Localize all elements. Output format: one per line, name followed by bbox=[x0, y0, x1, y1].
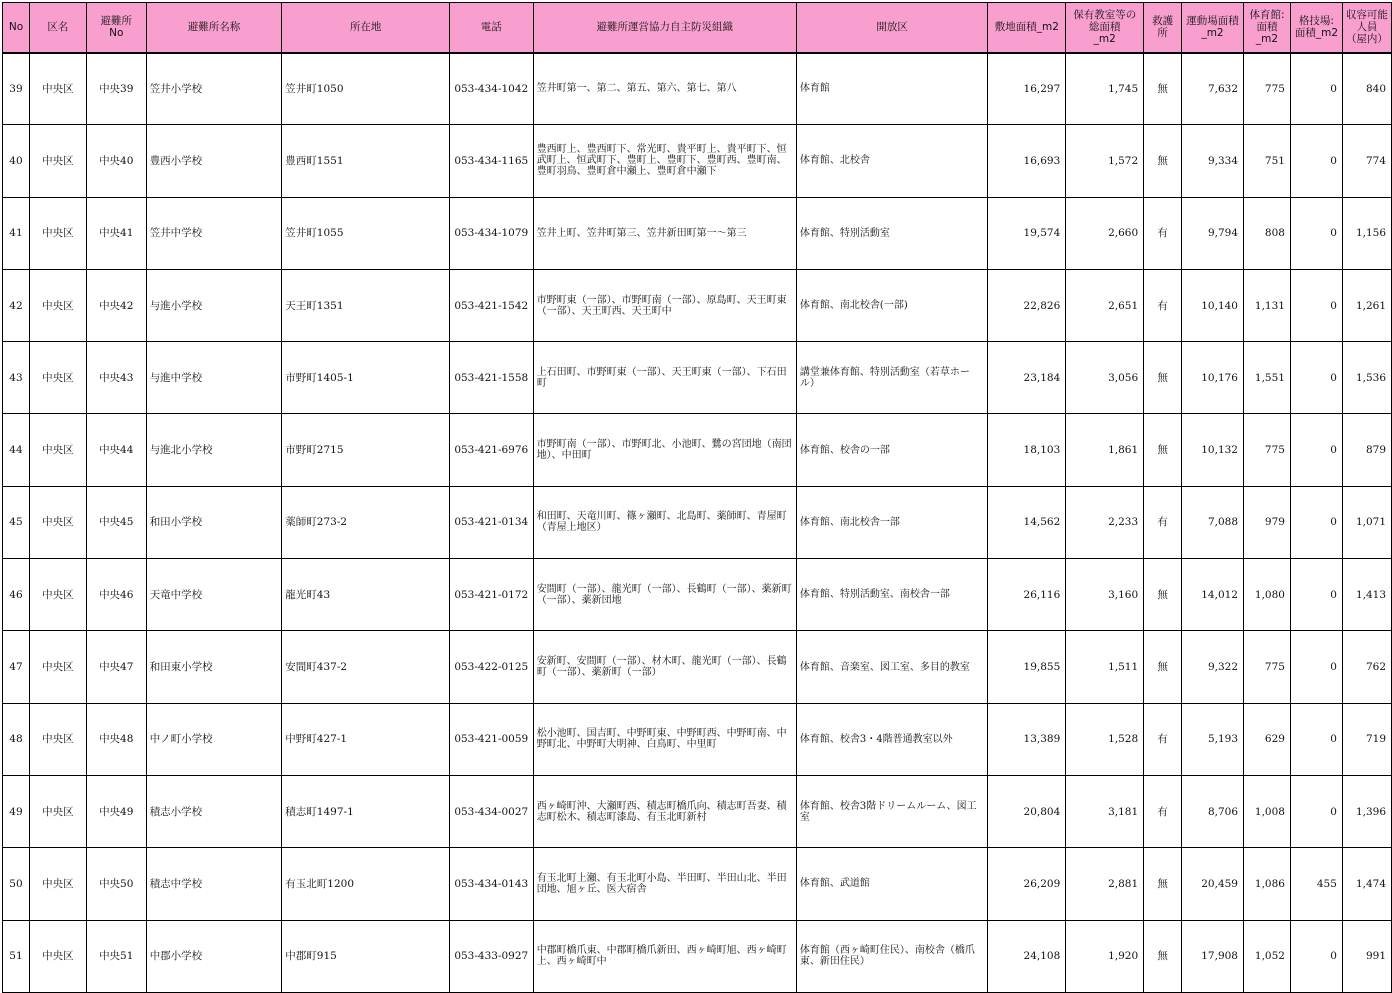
row-ground-area: 10,140 bbox=[1182, 269, 1244, 341]
row-aid-station: 有 bbox=[1144, 775, 1182, 847]
row-gym-area: 775 bbox=[1244, 414, 1291, 486]
row-shelter-no: 中央41 bbox=[86, 197, 146, 269]
row-shelter-no: 中央45 bbox=[86, 486, 146, 558]
row-site-area: 18,103 bbox=[988, 414, 1066, 486]
header-aid-station: 救護所 bbox=[1144, 3, 1182, 53]
row-site-area: 22,826 bbox=[988, 269, 1066, 341]
row-capacity: 762 bbox=[1342, 631, 1391, 703]
row-site-area: 13,389 bbox=[988, 703, 1066, 775]
header-dojo-area: 格技場: 面積_m2 bbox=[1290, 3, 1342, 53]
row-ward: 中央区 bbox=[29, 197, 86, 269]
row-no: 46 bbox=[3, 559, 30, 631]
row-shelter-no: 中央47 bbox=[86, 631, 146, 703]
row-address: 中郡町915 bbox=[282, 920, 450, 992]
row-shelter-name: 積志中学校 bbox=[146, 848, 282, 920]
row-ward: 中央区 bbox=[29, 559, 86, 631]
row-disaster-org: 中郡町橋爪東、中郡町橋爪新田、西ヶ崎町旭、西ヶ崎町上、西ヶ崎町中 bbox=[533, 920, 796, 992]
row-open-area: 体育館、武道館 bbox=[796, 848, 987, 920]
row-phone: 053-421-0172 bbox=[449, 559, 533, 631]
header-capacity: 収容可能人員 （屋内） bbox=[1342, 3, 1391, 53]
row-site-area: 26,209 bbox=[988, 848, 1066, 920]
row-ward: 中央区 bbox=[29, 631, 86, 703]
row-classroom-area: 3,056 bbox=[1066, 342, 1144, 414]
row-open-area: 体育館、校舎3・4階普通教室以外 bbox=[796, 703, 987, 775]
row-site-area: 26,116 bbox=[988, 559, 1066, 631]
row-dojo-area: 0 bbox=[1290, 269, 1342, 341]
row-disaster-org: 和田町、天竜川町、篠ヶ瀬町、北島町、薬師町、青屋町（青屋上地区） bbox=[533, 486, 796, 558]
row-phone: 053-422-0125 bbox=[449, 631, 533, 703]
row-no: 49 bbox=[3, 775, 30, 847]
row-ground-area: 9,334 bbox=[1182, 125, 1244, 197]
row-capacity: 1,474 bbox=[1342, 848, 1391, 920]
row-no: 47 bbox=[3, 631, 30, 703]
header-open-area: 開放区 bbox=[796, 3, 987, 53]
row-capacity: 1,536 bbox=[1342, 342, 1391, 414]
row-shelter-name: 和田小学校 bbox=[146, 486, 282, 558]
row-open-area: 体育館、南北校舎一部 bbox=[796, 486, 987, 558]
row-address: 有玉北町1200 bbox=[282, 848, 450, 920]
row-dojo-area: 0 bbox=[1290, 125, 1342, 197]
row-dojo-area: 0 bbox=[1290, 631, 1342, 703]
row-disaster-org: 市野町東（一部）、市野町南（一部）、原島町、天王町東（一部）、天王町西、天王町中 bbox=[533, 269, 796, 341]
row-phone: 053-421-1558 bbox=[449, 342, 533, 414]
row-site-area: 19,574 bbox=[988, 197, 1066, 269]
row-gym-area: 1,052 bbox=[1244, 920, 1291, 992]
row-address: 笠井町1055 bbox=[282, 197, 450, 269]
row-disaster-org: 西ヶ崎町沖、大瀬町西、積志町橋爪向、積志町吾妻、積志町松木、積志町漆島、有玉北町新村 bbox=[533, 775, 796, 847]
row-shelter-no: 中央42 bbox=[86, 269, 146, 341]
row-open-area: 体育館、北校舎 bbox=[796, 125, 987, 197]
row-dojo-area: 0 bbox=[1290, 559, 1342, 631]
row-ground-area: 7,088 bbox=[1182, 486, 1244, 558]
table-row bbox=[3, 269, 1392, 341]
row-disaster-org: 上石田町、市野町東（一部）、天王町東（一部）、下石田町 bbox=[533, 342, 796, 414]
row-phone: 053-434-0143 bbox=[449, 848, 533, 920]
row-dojo-area: 0 bbox=[1290, 414, 1342, 486]
row-shelter-name: 天竜中学校 bbox=[146, 559, 282, 631]
header-classroom-area: 保有教室等の総面積 _m2 bbox=[1066, 3, 1144, 53]
row-address: 市野町2715 bbox=[282, 414, 450, 486]
row-capacity: 1,261 bbox=[1342, 269, 1391, 341]
row-open-area: 体育館、校舎3階ドリームルーム、図工室 bbox=[796, 775, 987, 847]
row-ground-area: 5,193 bbox=[1182, 703, 1244, 775]
row-ground-area: 14,012 bbox=[1182, 559, 1244, 631]
row-address: 龍光町43 bbox=[282, 559, 450, 631]
row-disaster-org: 豊西町上、豊西町下、常光町、貴平町上、貴平町下、恒武町上、恒武町下、豊町上、豊町下、豊町西、豊町南、豊町羽鳥、豊町倉中瀬上、豊町倉中瀬下 bbox=[533, 125, 796, 197]
row-ward: 中央区 bbox=[29, 269, 86, 341]
row-shelter-no: 中央46 bbox=[86, 559, 146, 631]
row-capacity: 840 bbox=[1342, 53, 1391, 125]
header-gym-area: 体育館: 面積_m2 bbox=[1244, 3, 1291, 53]
row-classroom-area: 3,181 bbox=[1066, 775, 1144, 847]
row-open-area: 体育館、校舎の一部 bbox=[796, 414, 987, 486]
row-aid-station: 有 bbox=[1144, 269, 1182, 341]
row-disaster-org: 笠井上町、笠井町第三、笠井新田町第一〜第三 bbox=[533, 197, 796, 269]
row-classroom-area: 1,861 bbox=[1066, 414, 1144, 486]
row-site-area: 20,804 bbox=[988, 775, 1066, 847]
row-open-area: 体育館（西ヶ崎町住民）、南校舎（橋爪東、新田住民） bbox=[796, 920, 987, 992]
row-address: 薬師町273-2 bbox=[282, 486, 450, 558]
table-row bbox=[3, 486, 1392, 558]
row-gym-area: 751 bbox=[1244, 125, 1291, 197]
row-gym-area: 1,086 bbox=[1244, 848, 1291, 920]
row-ground-area: 7,632 bbox=[1182, 53, 1244, 125]
row-shelter-name: 笠井小学校 bbox=[146, 53, 282, 125]
row-dojo-area: 0 bbox=[1290, 197, 1342, 269]
header-row bbox=[3, 3, 1392, 53]
row-ground-area: 20,459 bbox=[1182, 848, 1244, 920]
row-site-area: 16,297 bbox=[988, 53, 1066, 125]
row-site-area: 23,184 bbox=[988, 342, 1066, 414]
row-no: 42 bbox=[3, 269, 30, 341]
row-aid-station: 無 bbox=[1144, 414, 1182, 486]
row-ground-area: 10,132 bbox=[1182, 414, 1244, 486]
row-no: 39 bbox=[3, 53, 30, 125]
row-gym-area: 775 bbox=[1244, 53, 1291, 125]
row-ground-area: 17,908 bbox=[1182, 920, 1244, 992]
table-row bbox=[3, 414, 1392, 486]
row-ground-area: 8,706 bbox=[1182, 775, 1244, 847]
row-capacity: 1,396 bbox=[1342, 775, 1391, 847]
row-shelter-name: 中郡小学校 bbox=[146, 920, 282, 992]
row-dojo-area: 0 bbox=[1290, 53, 1342, 125]
row-shelter-name: 豊西小学校 bbox=[146, 125, 282, 197]
row-classroom-area: 1,511 bbox=[1066, 631, 1144, 703]
row-ground-area: 10,176 bbox=[1182, 342, 1244, 414]
row-address: 安間町437-2 bbox=[282, 631, 450, 703]
row-aid-station: 無 bbox=[1144, 53, 1182, 125]
row-dojo-area: 0 bbox=[1290, 342, 1342, 414]
row-aid-station: 有 bbox=[1144, 703, 1182, 775]
table-row bbox=[3, 342, 1392, 414]
header-disaster-org: 避難所運営協力自主防災組織 bbox=[533, 3, 796, 53]
row-ward: 中央区 bbox=[29, 703, 86, 775]
table-row bbox=[3, 848, 1392, 920]
row-gym-area: 1,080 bbox=[1244, 559, 1291, 631]
row-no: 41 bbox=[3, 197, 30, 269]
row-shelter-no: 中央39 bbox=[86, 53, 146, 125]
row-phone: 053-434-1042 bbox=[449, 53, 533, 125]
row-dojo-area: 0 bbox=[1290, 775, 1342, 847]
table-row bbox=[3, 53, 1392, 125]
row-ward: 中央区 bbox=[29, 920, 86, 992]
table-row bbox=[3, 125, 1392, 197]
header-site-area: 敷地面積_m2 bbox=[988, 3, 1066, 53]
row-no: 50 bbox=[3, 848, 30, 920]
row-aid-station: 無 bbox=[1144, 848, 1182, 920]
row-gym-area: 629 bbox=[1244, 703, 1291, 775]
row-capacity: 879 bbox=[1342, 414, 1391, 486]
row-capacity: 991 bbox=[1342, 920, 1391, 992]
row-aid-station: 有 bbox=[1144, 197, 1182, 269]
row-site-area: 14,562 bbox=[988, 486, 1066, 558]
row-phone: 053-434-1165 bbox=[449, 125, 533, 197]
row-ward: 中央区 bbox=[29, 775, 86, 847]
row-ground-area: 9,322 bbox=[1182, 631, 1244, 703]
shelter-table bbox=[2, 2, 1392, 993]
row-capacity: 1,071 bbox=[1342, 486, 1391, 558]
row-open-area: 講堂兼体育館、特別活動室（若草ホール） bbox=[796, 342, 987, 414]
row-ward: 中央区 bbox=[29, 848, 86, 920]
row-phone: 053-421-1542 bbox=[449, 269, 533, 341]
row-classroom-area: 2,881 bbox=[1066, 848, 1144, 920]
row-address: 市野町1405-1 bbox=[282, 342, 450, 414]
row-shelter-no: 中央43 bbox=[86, 342, 146, 414]
row-open-area: 体育館、特別活動室、南校舎一部 bbox=[796, 559, 987, 631]
row-ward: 中央区 bbox=[29, 414, 86, 486]
row-classroom-area: 3,160 bbox=[1066, 559, 1144, 631]
row-open-area: 体育館、南北校舎(一部) bbox=[796, 269, 987, 341]
row-classroom-area: 2,660 bbox=[1066, 197, 1144, 269]
row-no: 45 bbox=[3, 486, 30, 558]
header-shelter-name: 避難所名称 bbox=[146, 3, 282, 53]
table-row bbox=[3, 775, 1392, 847]
row-disaster-org: 笠井町第一、第二、第五、第六、第七、第八 bbox=[533, 53, 796, 125]
row-disaster-org: 市野町南（一部）、市野町北、小池町、鷺の宮団地（南団地）、中田町 bbox=[533, 414, 796, 486]
row-address: 天王町1351 bbox=[282, 269, 450, 341]
table-row bbox=[3, 703, 1392, 775]
header-phone: 電話 bbox=[449, 3, 533, 53]
row-capacity: 1,156 bbox=[1342, 197, 1391, 269]
row-shelter-no: 中央40 bbox=[86, 125, 146, 197]
row-no: 51 bbox=[3, 920, 30, 992]
row-address: 豊西町1551 bbox=[282, 125, 450, 197]
header-ground-area: 運動場面積_m2 bbox=[1182, 3, 1244, 53]
row-aid-station: 無 bbox=[1144, 920, 1182, 992]
row-no: 44 bbox=[3, 414, 30, 486]
row-shelter-no: 中央49 bbox=[86, 775, 146, 847]
row-phone: 053-421-0059 bbox=[449, 703, 533, 775]
row-classroom-area: 2,233 bbox=[1066, 486, 1144, 558]
row-gym-area: 775 bbox=[1244, 631, 1291, 703]
row-shelter-name: 与進北小学校 bbox=[146, 414, 282, 486]
row-ward: 中央区 bbox=[29, 125, 86, 197]
row-classroom-area: 2,651 bbox=[1066, 269, 1144, 341]
row-classroom-area: 1,920 bbox=[1066, 920, 1144, 992]
row-gym-area: 1,008 bbox=[1244, 775, 1291, 847]
row-shelter-name: 与進小学校 bbox=[146, 269, 282, 341]
row-disaster-org: 安間町（一部）、龍光町（一部）、長鶴町（一部）、薬新町（一部）、薬新団地 bbox=[533, 559, 796, 631]
row-aid-station: 無 bbox=[1144, 559, 1182, 631]
row-aid-station: 無 bbox=[1144, 631, 1182, 703]
row-address: 積志町1497-1 bbox=[282, 775, 450, 847]
row-aid-station: 無 bbox=[1144, 125, 1182, 197]
row-open-area: 体育館 bbox=[796, 53, 987, 125]
row-capacity: 774 bbox=[1342, 125, 1391, 197]
row-capacity: 719 bbox=[1342, 703, 1391, 775]
row-phone: 053-421-6976 bbox=[449, 414, 533, 486]
header-ward: 区名 bbox=[29, 3, 86, 53]
row-shelter-name: 与進中学校 bbox=[146, 342, 282, 414]
row-gym-area: 979 bbox=[1244, 486, 1291, 558]
row-ward: 中央区 bbox=[29, 53, 86, 125]
row-disaster-org: 有玉北町上瀬、有玉北町小島、半田町、半田山北、半田団地、旭ヶ丘、医大宿舎 bbox=[533, 848, 796, 920]
row-shelter-name: 中ノ町小学校 bbox=[146, 703, 282, 775]
table-row bbox=[3, 559, 1392, 631]
row-site-area: 24,108 bbox=[988, 920, 1066, 992]
row-gym-area: 808 bbox=[1244, 197, 1291, 269]
row-classroom-area: 1,572 bbox=[1066, 125, 1144, 197]
table-row bbox=[3, 920, 1392, 992]
row-address: 笠井町1050 bbox=[282, 53, 450, 125]
row-aid-station: 有 bbox=[1144, 486, 1182, 558]
row-phone: 053-421-0134 bbox=[449, 486, 533, 558]
row-site-area: 19,855 bbox=[988, 631, 1066, 703]
row-ground-area: 9,794 bbox=[1182, 197, 1244, 269]
row-shelter-name: 和田東小学校 bbox=[146, 631, 282, 703]
row-site-area: 16,693 bbox=[988, 125, 1066, 197]
row-dojo-area: 0 bbox=[1290, 920, 1342, 992]
row-phone: 053-434-0027 bbox=[449, 775, 533, 847]
header-address: 所在地 bbox=[282, 3, 450, 53]
row-disaster-org: 松小池町、国吉町、中野町東、中野町西、中野町南、中野町北、中野町大明神、白鳥町、中里町 bbox=[533, 703, 796, 775]
row-open-area: 体育館、音楽室、図工室、多目的教室 bbox=[796, 631, 987, 703]
row-gym-area: 1,551 bbox=[1244, 342, 1291, 414]
row-classroom-area: 1,745 bbox=[1066, 53, 1144, 125]
row-gym-area: 1,131 bbox=[1244, 269, 1291, 341]
row-shelter-name: 笠井中学校 bbox=[146, 197, 282, 269]
row-dojo-area: 0 bbox=[1290, 486, 1342, 558]
table-row bbox=[3, 197, 1392, 269]
row-disaster-org: 安新町、安間町（一部）、材木町、龍光町（一部）、長鶴町（一部）、薬新町（一部） bbox=[533, 631, 796, 703]
row-open-area: 体育館、特別活動室 bbox=[796, 197, 987, 269]
header-shelter-no: 避難所 No bbox=[86, 3, 146, 53]
row-shelter-name: 積志小学校 bbox=[146, 775, 282, 847]
row-ward: 中央区 bbox=[29, 486, 86, 558]
row-aid-station: 無 bbox=[1144, 342, 1182, 414]
row-address: 中野町427-1 bbox=[282, 703, 450, 775]
row-capacity: 1,413 bbox=[1342, 559, 1391, 631]
row-shelter-no: 中央51 bbox=[86, 920, 146, 992]
table-row bbox=[3, 631, 1392, 703]
header-no: No bbox=[3, 3, 30, 53]
row-dojo-area: 0 bbox=[1290, 703, 1342, 775]
row-no: 43 bbox=[3, 342, 30, 414]
row-phone: 053-433-0927 bbox=[449, 920, 533, 992]
row-shelter-no: 中央44 bbox=[86, 414, 146, 486]
row-ward: 中央区 bbox=[29, 342, 86, 414]
row-shelter-no: 中央48 bbox=[86, 703, 146, 775]
row-shelter-no: 中央50 bbox=[86, 848, 146, 920]
row-dojo-area: 455 bbox=[1290, 848, 1342, 920]
row-no: 48 bbox=[3, 703, 30, 775]
row-classroom-area: 1,528 bbox=[1066, 703, 1144, 775]
row-no: 40 bbox=[3, 125, 30, 197]
row-phone: 053-434-1079 bbox=[449, 197, 533, 269]
